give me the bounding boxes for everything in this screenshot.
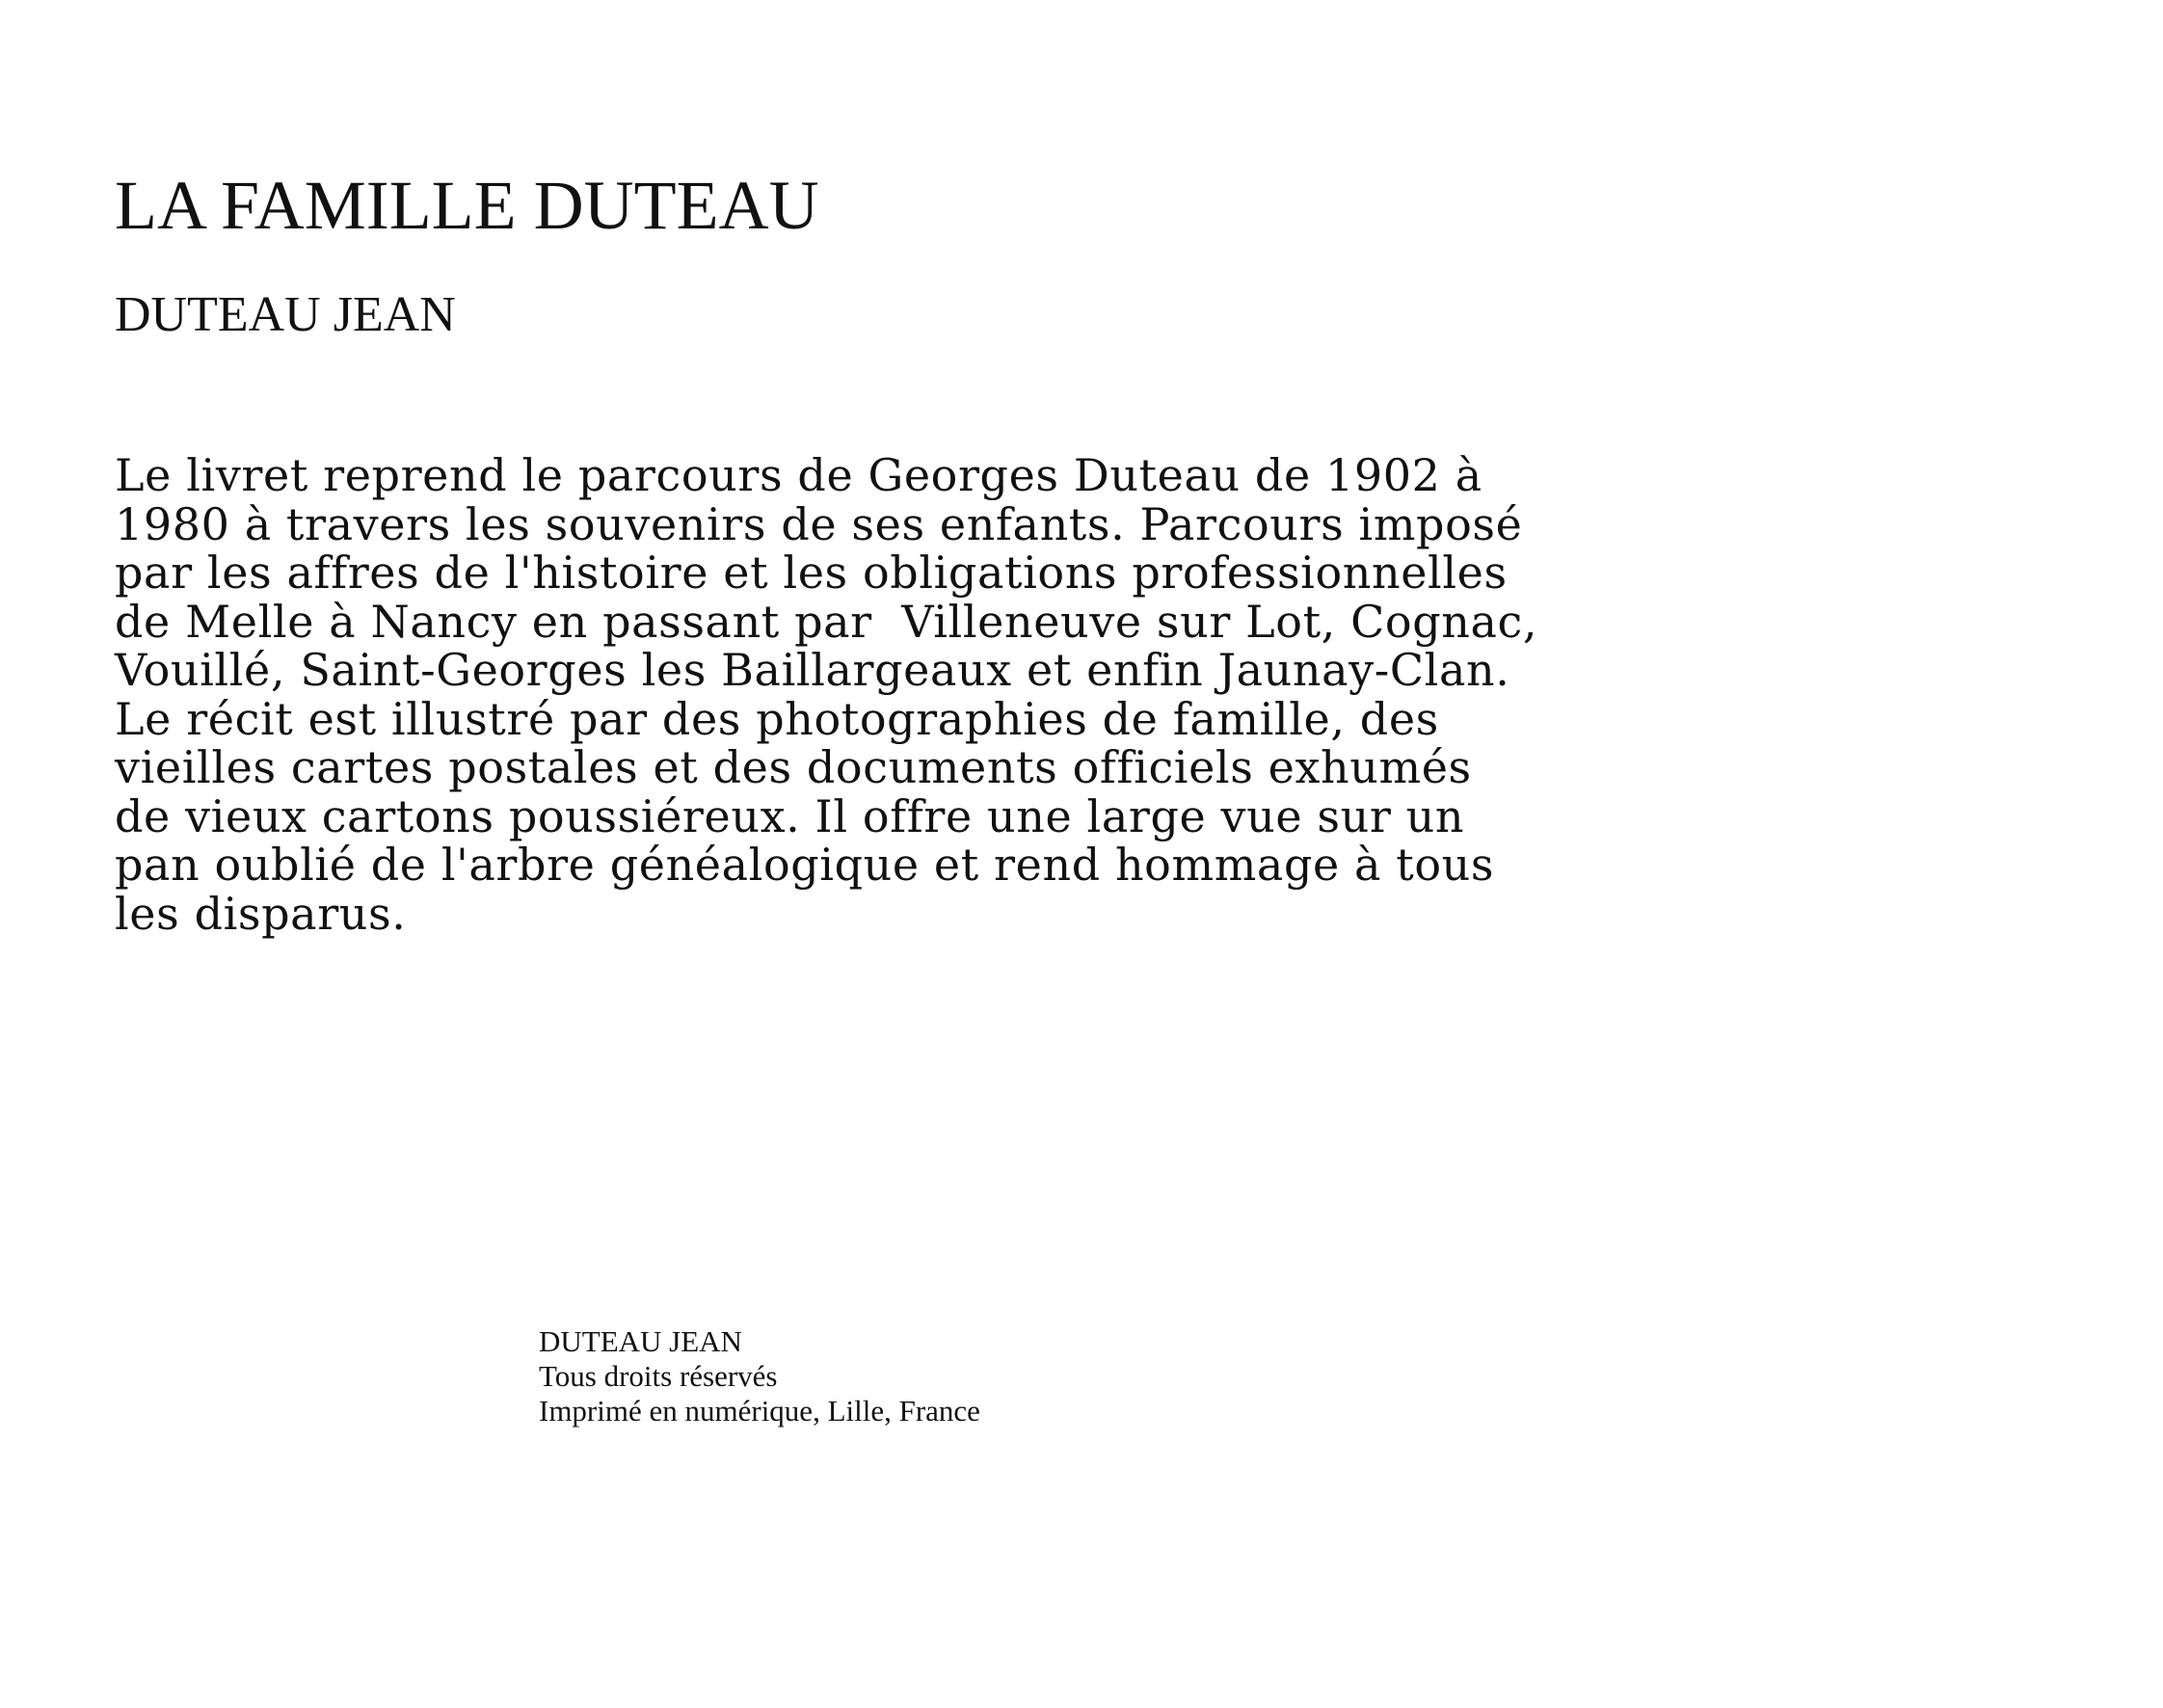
imprint-block <box>539 1324 980 1428</box>
blurb-line: de vieux cartons poussiéreux. Il offre une large vue sur un <box>115 789 1465 842</box>
imprint-author: DUTEAU JEAN <box>539 1324 742 1358</box>
blurb-line: les disparus. <box>115 887 407 940</box>
back-cover-blurb <box>115 451 1638 938</box>
book-title: LA FAMILLE DUTEAU <box>115 167 819 244</box>
blurb-line: Vouillé, Saint-Georges les Baillargeaux et enfin Jaunay-Clan. <box>115 644 1510 696</box>
blurb-line: par les affres de l'histoire et les obligations professionnelles <box>115 547 1508 599</box>
blurb-line: 1980 à travers les souvenirs de ses enfants. Parcours imposé <box>115 497 1523 550</box>
blurb-line: Le récit est illustré par des photographies de famille, des <box>115 692 1439 745</box>
book-author: DUTEAU JEAN <box>115 287 456 342</box>
blurb-line: de Melle à Nancy en passant par Villeneuve sur Lot, Cognac, <box>115 595 1538 648</box>
blurb-line: vieilles cartes postales et des documents officiels exhumés <box>115 741 1472 793</box>
blurb-line: Le livret reprend le parcours de Georges Duteau de 1902 à <box>115 449 1482 501</box>
imprint-rights: Tous droits réservés <box>539 1359 778 1393</box>
blurb-line: pan oublié de l'arbre généalogique et rend hommage à tous <box>115 839 1495 891</box>
imprint-printing: Imprimé en numérique, Lille, France <box>539 1394 980 1428</box>
